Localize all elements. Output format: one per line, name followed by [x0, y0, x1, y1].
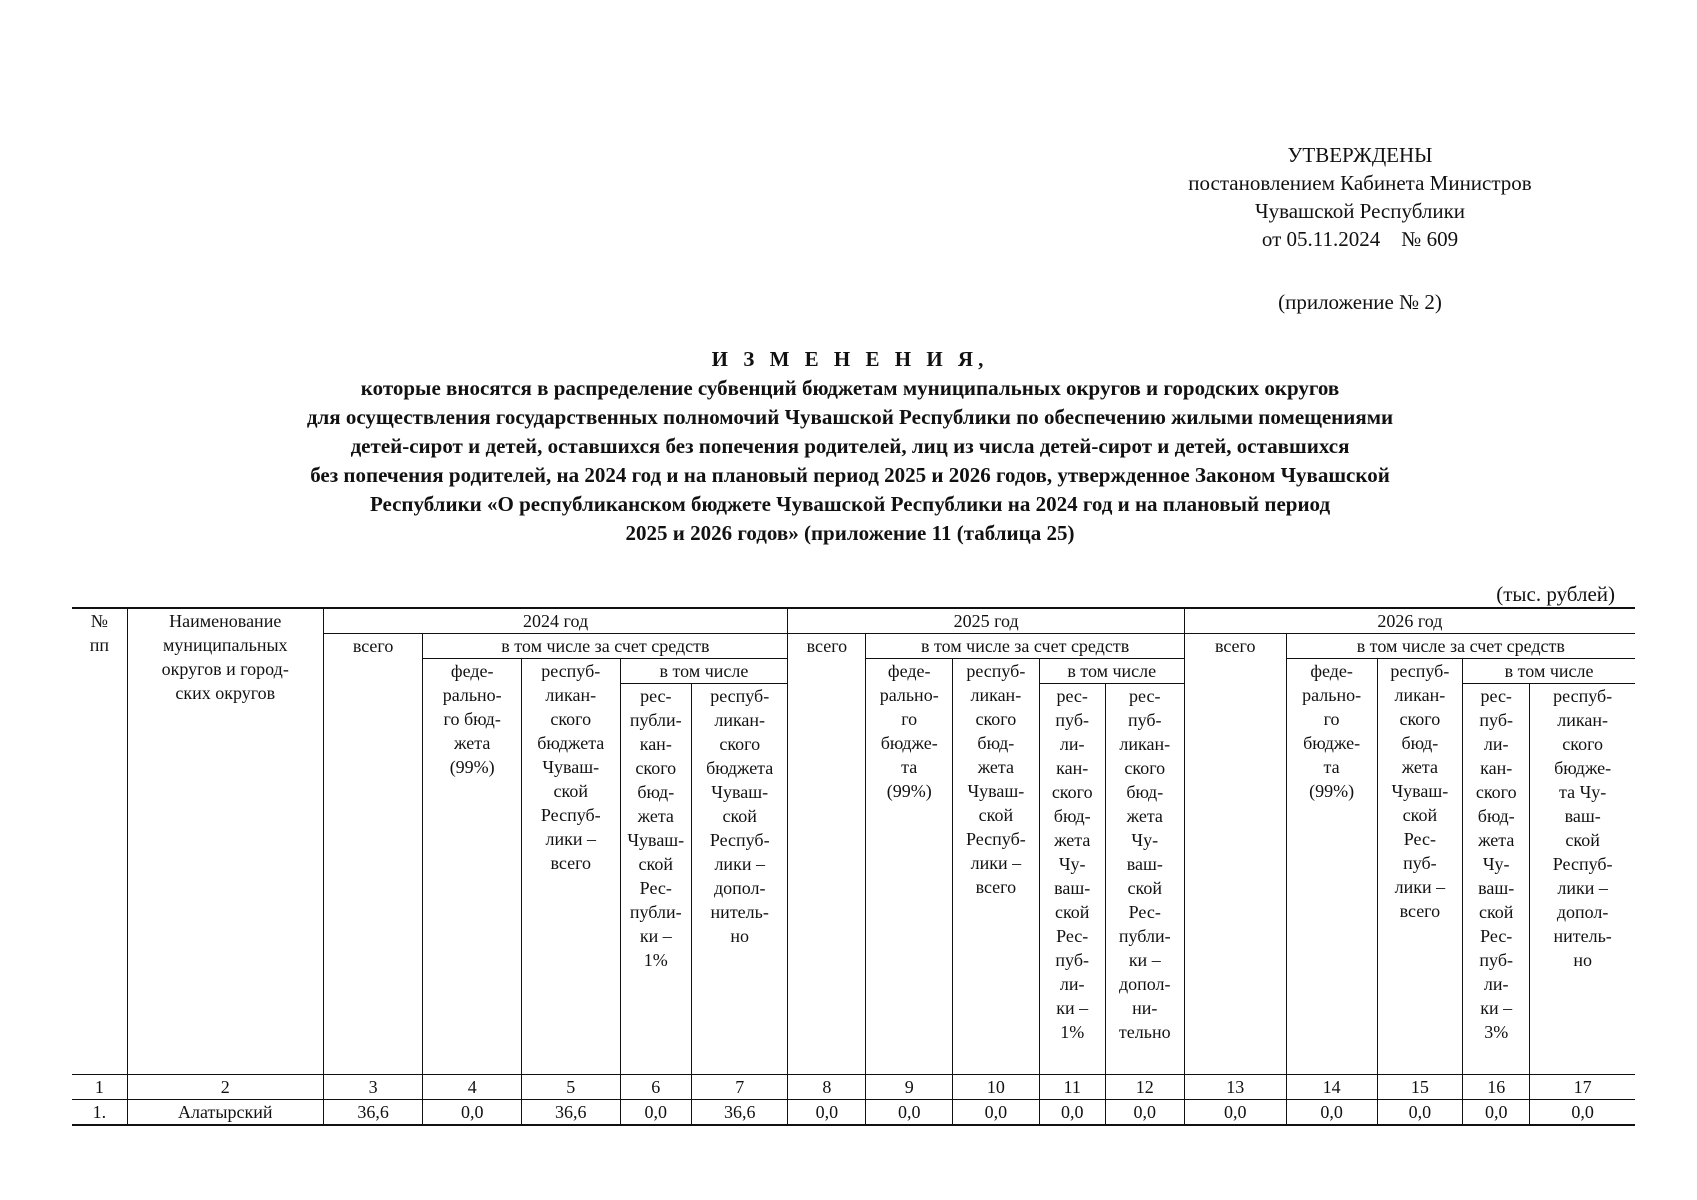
header-row-years	[72, 608, 1635, 634]
cell-2024-republic-pct: 0,0	[620, 1100, 691, 1126]
header-2026-republic-total: респуб- ликан- ского бюд- жета Чуваш- ской Рес- пуб- лики – всего	[1377, 659, 1463, 1075]
header-municipality: Наименование муниципальных округов и город- ских округов	[127, 608, 323, 1075]
column-number: 5	[521, 1075, 620, 1100]
column-number: 1	[72, 1075, 127, 1100]
column-number: 11	[1039, 1075, 1105, 1100]
approval-line-3: Чувашской Республики	[1254, 199, 1466, 223]
cell-2026-federal: 0,0	[1286, 1100, 1377, 1126]
column-number: 16	[1463, 1075, 1530, 1100]
cell-2025-republic-pct: 0,0	[1039, 1100, 1105, 1126]
cell-2024-republic-total: 36,6	[521, 1100, 620, 1126]
header-2024-total: всего	[323, 634, 423, 1075]
column-number: 6	[620, 1075, 691, 1100]
column-numbers-row	[72, 1075, 1635, 1100]
title-line-6: 2025 и 2026 годов» (приложение 11 (таблица 25)	[625, 521, 1075, 545]
title-line-2: для осуществления государственных полномочий Чувашской Республики по обеспечению жилыми помещениями	[306, 405, 1394, 429]
document-title	[90, 345, 1610, 548]
units-label: (тыс. рублей)	[1496, 582, 1615, 606]
header-2025-incl: в том числе	[1039, 659, 1184, 684]
header-2024-federal: феде- рально- го бюд- жета (99%)	[423, 659, 522, 1075]
header-2024-republic-pct: рес- публи- кан- ского бюд- жета Чуваш- ской Рес- публи- ки – 1%	[620, 684, 691, 1075]
cell-2024-republic-add: 36,6	[692, 1100, 788, 1126]
header-2024-republic-add: респуб- ликан- ского бюджета Чуваш- ской Респуб- лики – допол- нитель- но	[692, 684, 788, 1075]
column-number: 9	[866, 1075, 953, 1100]
header-2024-incl: в том числе	[620, 659, 788, 684]
cell-2025-republic-total: 0,0	[953, 1100, 1040, 1126]
cell-2025-federal: 0,0	[866, 1100, 953, 1126]
header-year-2025: 2025 год	[788, 608, 1184, 634]
header-2024-sources: в том числе за счет средств	[423, 634, 788, 659]
approval-block	[1110, 141, 1610, 253]
title-heading: И З М Е Н Е Н И Я,	[711, 347, 989, 371]
column-number: 2	[127, 1075, 323, 1100]
column-number: 7	[692, 1075, 788, 1100]
header-2025-total: всего	[788, 634, 866, 1075]
approval-line-4: от 05.11.2024 № 609	[1261, 227, 1459, 251]
header-2026-sources: в том числе за счет средств	[1286, 634, 1635, 659]
title-line-1: которые вносятся в распределение субвенций бюджетам муниципальных округов и городских округов	[360, 376, 1340, 400]
column-number: 12	[1105, 1075, 1184, 1100]
cell-2026-republic-pct: 0,0	[1463, 1100, 1530, 1126]
column-number: 3	[323, 1075, 423, 1100]
cell-2026-republic-add: 0,0	[1530, 1100, 1635, 1126]
subvention-table	[72, 607, 1635, 1126]
cell-2026-republic-total: 0,0	[1377, 1100, 1463, 1126]
row-number: 1.	[72, 1100, 127, 1126]
cell-2025-republic-add: 0,0	[1105, 1100, 1184, 1126]
header-2025-republic-add: рес- пуб- ликан- ского бюд- жета Чу- ваш- ской Рес- публи- ки – допол- ни- тельно	[1105, 684, 1184, 1075]
column-number: 13	[1184, 1075, 1286, 1100]
header-year-2024: 2024 год	[323, 608, 788, 634]
municipality-name: Алатырский	[127, 1100, 323, 1126]
cell-2026-total: 0,0	[1184, 1100, 1286, 1126]
column-number: 8	[788, 1075, 866, 1100]
table-row	[72, 1100, 1635, 1126]
column-number: 14	[1286, 1075, 1377, 1100]
header-2025-republic-pct: рес- пуб- ли- кан- ского бюд- жета Чу- ваш- ской Рес- пуб- ли- ки – 1%	[1039, 684, 1105, 1075]
header-2026-incl: в том числе	[1463, 659, 1635, 684]
title-line-5: Республики «О республиканском бюджете Чувашской Республики на 2024 год и на плановый период	[369, 492, 1331, 516]
header-2025-sources: в том числе за счет средств	[866, 634, 1184, 659]
approval-line-1: УТВЕРЖДЕНЫ	[1287, 143, 1433, 167]
approval-line-2: постановлением Кабинета Министров	[1188, 171, 1532, 195]
cell-2024-total: 36,6	[323, 1100, 423, 1126]
header-2026-republic-pct: рес- пуб- ли- кан- ского бюд- жета Чу- ваш- ской Рес- пуб- ли- ки – 3%	[1463, 684, 1530, 1075]
column-number: 15	[1377, 1075, 1463, 1100]
cell-2024-federal: 0,0	[423, 1100, 522, 1126]
header-2025-republic-total: респуб- ликан- ского бюд- жета Чуваш- ской Респуб- лики – всего	[953, 659, 1040, 1075]
cell-2025-total: 0,0	[788, 1100, 866, 1126]
header-2024-republic-total: респуб- ликан- ского бюджета Чуваш- ской Респуб- лики – всего	[521, 659, 620, 1075]
column-number: 10	[953, 1075, 1040, 1100]
column-number: 4	[423, 1075, 522, 1100]
header-number: № пп	[72, 608, 127, 1075]
header-2026-total: всего	[1184, 634, 1286, 1075]
column-number: 17	[1530, 1075, 1635, 1100]
header-2026-republic-add: респуб- ликан- ского бюдже- та Чу- ваш- ской Респуб- лики – допол- нитель- но	[1530, 684, 1635, 1075]
appendix-note: (приложение № 2)	[1278, 290, 1442, 314]
header-2025-federal: феде- рально- го бюдже- та (99%)	[866, 659, 953, 1075]
header-year-2026: 2026 год	[1184, 608, 1635, 634]
header-2026-federal: феде- рально- го бюдже- та (99%)	[1286, 659, 1377, 1075]
title-line-4: без попечения родителей, на 2024 год и на плановый период 2025 и 2026 годов, утвержденное Законом Чувашской	[310, 463, 1390, 487]
title-line-3: детей-сирот и детей, оставшихся без попечения родителей, лиц из числа детей-сирот и детей, оставшихся	[350, 434, 1350, 458]
